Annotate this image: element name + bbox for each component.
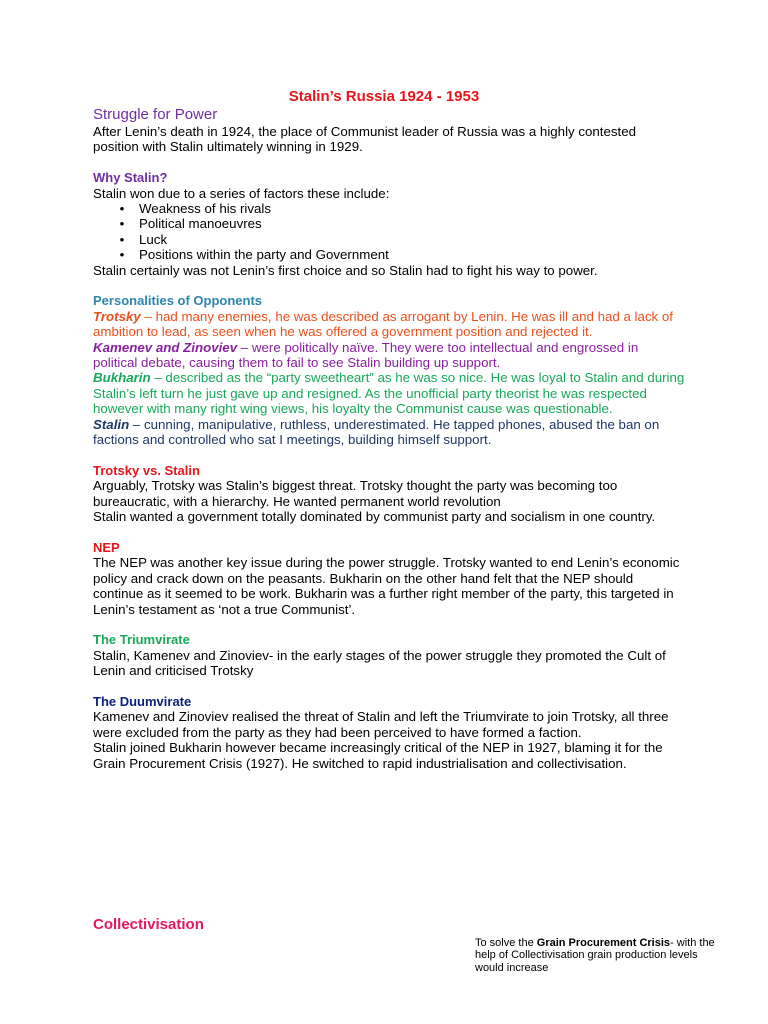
list-item: • Luck <box>93 232 685 247</box>
stalin-paragraph: Stalin – cunning, manipulative, ruthless, underestimated. He tapped phones, abused the ban on factions and controlled who sat I meetings, building himself support. <box>93 416 660 448</box>
heading-triumvirate: The Triumvirate <box>93 632 190 648</box>
heading-why-stalin: Why Stalin? <box>93 170 168 186</box>
duumvirate-text-1: Kamenev and Zinoviev realised the threat of Stalin and left the Triumvirate to join Trotsky, all three were excluded from the party as they had been perceived to have formed a faction. <box>93 709 669 740</box>
heading-nep: NEP <box>93 539 120 555</box>
bullet-icon: • <box>119 201 125 217</box>
heading-personalities: Personalities of Opponents <box>93 293 263 309</box>
list-item: • Positions within the party and Government <box>93 247 685 262</box>
stalin-name: Stalin <box>93 416 130 432</box>
list-item: • Political manoeuvres <box>93 216 685 231</box>
trotsky-vs-text-1: Arguably, Trotsky was Stalin’s biggest threat. Trotsky thought the party was becoming too bureaucratic, with a hierarchy. He wanted permanent world revolution <box>93 478 618 509</box>
why-intro: Stalin won due to a series of factors these include: <box>93 185 390 201</box>
bullet-icon: • <box>119 231 125 247</box>
document-body <box>93 106 685 771</box>
bullet-icon: • <box>119 216 125 232</box>
heading-duumvirate: The Duumvirate <box>93 693 192 709</box>
triumvirate-text: Stalin, Kamenev and Zinoviev- in the early stages of the power struggle they promoted the Cult of Lenin and criticised Trotsky <box>93 647 666 679</box>
why-closing: Stalin certainly was not Lenin’s first choice and so Stalin had to fight his way to power. <box>93 262 598 278</box>
heading-struggle-for-power: Struggle for Power <box>93 106 218 123</box>
collectivisation-note: To solve the Grain Procurement Crisis- with the help of Collectivisation grain production levels would increase <box>475 937 715 974</box>
heading-collectivisation: Collectivisation <box>93 916 204 933</box>
duumvirate-text-2: Stalin joined Bukharin however became increasingly critical of the NEP in 1927, blaming it for the Grain Procurement Crisis (1927). He switched to rapid industrialisation and collectivisation. <box>93 740 663 771</box>
trotsky-vs-text-2: Stalin wanted a government totally dominated by communist party and socialism in one country. <box>93 509 656 525</box>
struggle-text: After Lenin’s death in 1924, the place of Communist leader of Russia was a highly contested position with Stalin ultimately winning in 1929. <box>93 124 637 155</box>
bukharin-paragraph: Bukharin – described as the “party sweetheart” as he was so nice. He was loyal to Stalin and during Stalin’s left turn he just gave up and resigned. As the unofficial party theorist he was respected however with many right wing views, his loyalty the Communist cause was questionable. <box>93 370 685 417</box>
trotsky-paragraph: Trotsky – had many enemies, he was described as arrogant by Lenin. He was ill and had a lack of ambition to lead, as seen when he was offered a government position and rejected it. <box>93 308 673 340</box>
bullet-icon: • <box>119 247 125 263</box>
page-title: Stalin’s Russia 1924 - 1953 <box>288 88 480 105</box>
factors-list <box>93 201 685 263</box>
nep-text: The NEP was another key issue during the power struggle. Trotsky wanted to end Lenin’s economic policy and crack down on the peasants. Bukharin on the other hand felt that the NEP should continue as it seemed to be work. Bukharin was a further right member of the party, this targeted in Lenin’s testament as ‘not a true Communist’. <box>93 555 680 617</box>
kamenev-zinoviev-paragraph: Kamenev and Zinoviev – were politically naïve. They were too intellectual and engrossed in political debate, causing them to fail to see Stalin building up support. <box>93 339 639 371</box>
kamenev-zinoviev-name: Kamenev and Zinoviev <box>93 339 238 355</box>
heading-trotsky-vs-stalin: Trotsky vs. Stalin <box>93 462 200 478</box>
trotsky-name: Trotsky <box>93 308 141 324</box>
list-item: • Weakness of his rivals <box>93 201 685 216</box>
bukharin-name: Bukharin <box>93 370 151 386</box>
